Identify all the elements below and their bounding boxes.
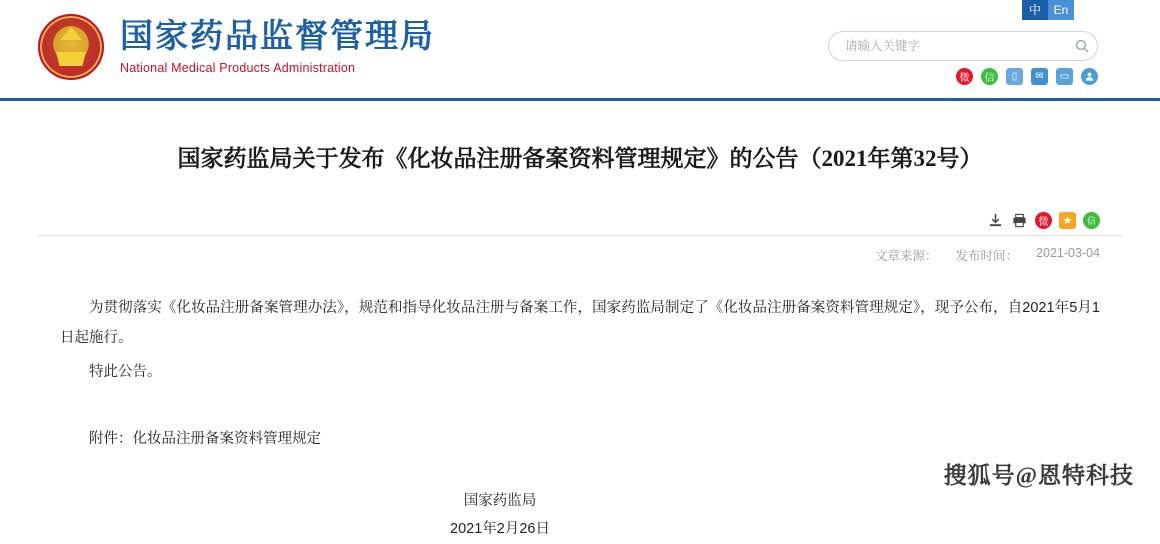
search-input[interactable] <box>829 33 1067 59</box>
site-header <box>0 0 1160 101</box>
article-meta <box>38 236 1122 264</box>
publish-date: 2021-03-04 <box>1036 246 1100 261</box>
mail-icon[interactable]: ✉ <box>1031 68 1048 85</box>
user-icon[interactable] <box>1081 68 1098 85</box>
signature-date: 2021年2月26日 <box>450 521 550 538</box>
language-switcher[interactable] <box>1022 0 1074 20</box>
attachment-line[interactable]: 附件：化妆品注册备案资料管理规定 <box>89 431 321 448</box>
article-paragraph: 为贯彻落实《化妆品注册备案管理办法》，规范和指导化妆品注册与备案工作，国家药监局制定了《化妆品注册备案资料管理规定》，现予公布，自2021年5月1日起施行。 <box>60 300 1100 346</box>
watermark: 搜狐号@恩特科技 <box>943 463 1134 488</box>
publish-label: 发布时间： <box>955 249 1019 264</box>
lang-en-button[interactable]: En <box>1048 0 1074 20</box>
brand-name-cn: 国家药品监督管理局 <box>120 19 435 56</box>
brand-name-en: National Medical Products Administration <box>120 60 356 75</box>
share-weibo-icon[interactable]: 微 <box>1035 212 1052 229</box>
search-icon <box>1075 39 1089 53</box>
mobile-icon[interactable]: ▯ <box>1006 68 1023 85</box>
article-body <box>38 264 1122 387</box>
wechat-icon[interactable]: 信 <box>981 68 998 85</box>
page-title: 国家药监局关于发布《化妆品注册备案资料管理规定》的公告（2021年第32号） <box>177 146 983 171</box>
share-wechat-icon[interactable]: 信 <box>1083 212 1100 229</box>
search-box[interactable] <box>828 31 1098 61</box>
source-label: 文章来源： <box>875 249 938 264</box>
print-icon[interactable] <box>1011 212 1028 229</box>
article-toolbar <box>38 205 1122 236</box>
lang-cn-button[interactable]: 中 <box>1022 0 1048 20</box>
message-icon[interactable]: ▭ <box>1056 68 1073 85</box>
national-emblem-icon <box>38 14 104 80</box>
article-paragraph: 特此公告。 <box>89 363 162 380</box>
user-glyph-icon <box>1084 71 1095 82</box>
social-icon-row <box>956 68 1098 85</box>
site-logo[interactable] <box>38 14 435 80</box>
brand-text <box>120 19 435 75</box>
weibo-icon[interactable]: 微 <box>956 68 973 85</box>
favorite-icon[interactable]: ★ <box>1059 212 1076 229</box>
search-button[interactable] <box>1067 32 1097 60</box>
signature-organization: 国家药监局 <box>463 493 537 510</box>
download-icon[interactable] <box>987 212 1004 229</box>
signature-block <box>38 487 1122 544</box>
